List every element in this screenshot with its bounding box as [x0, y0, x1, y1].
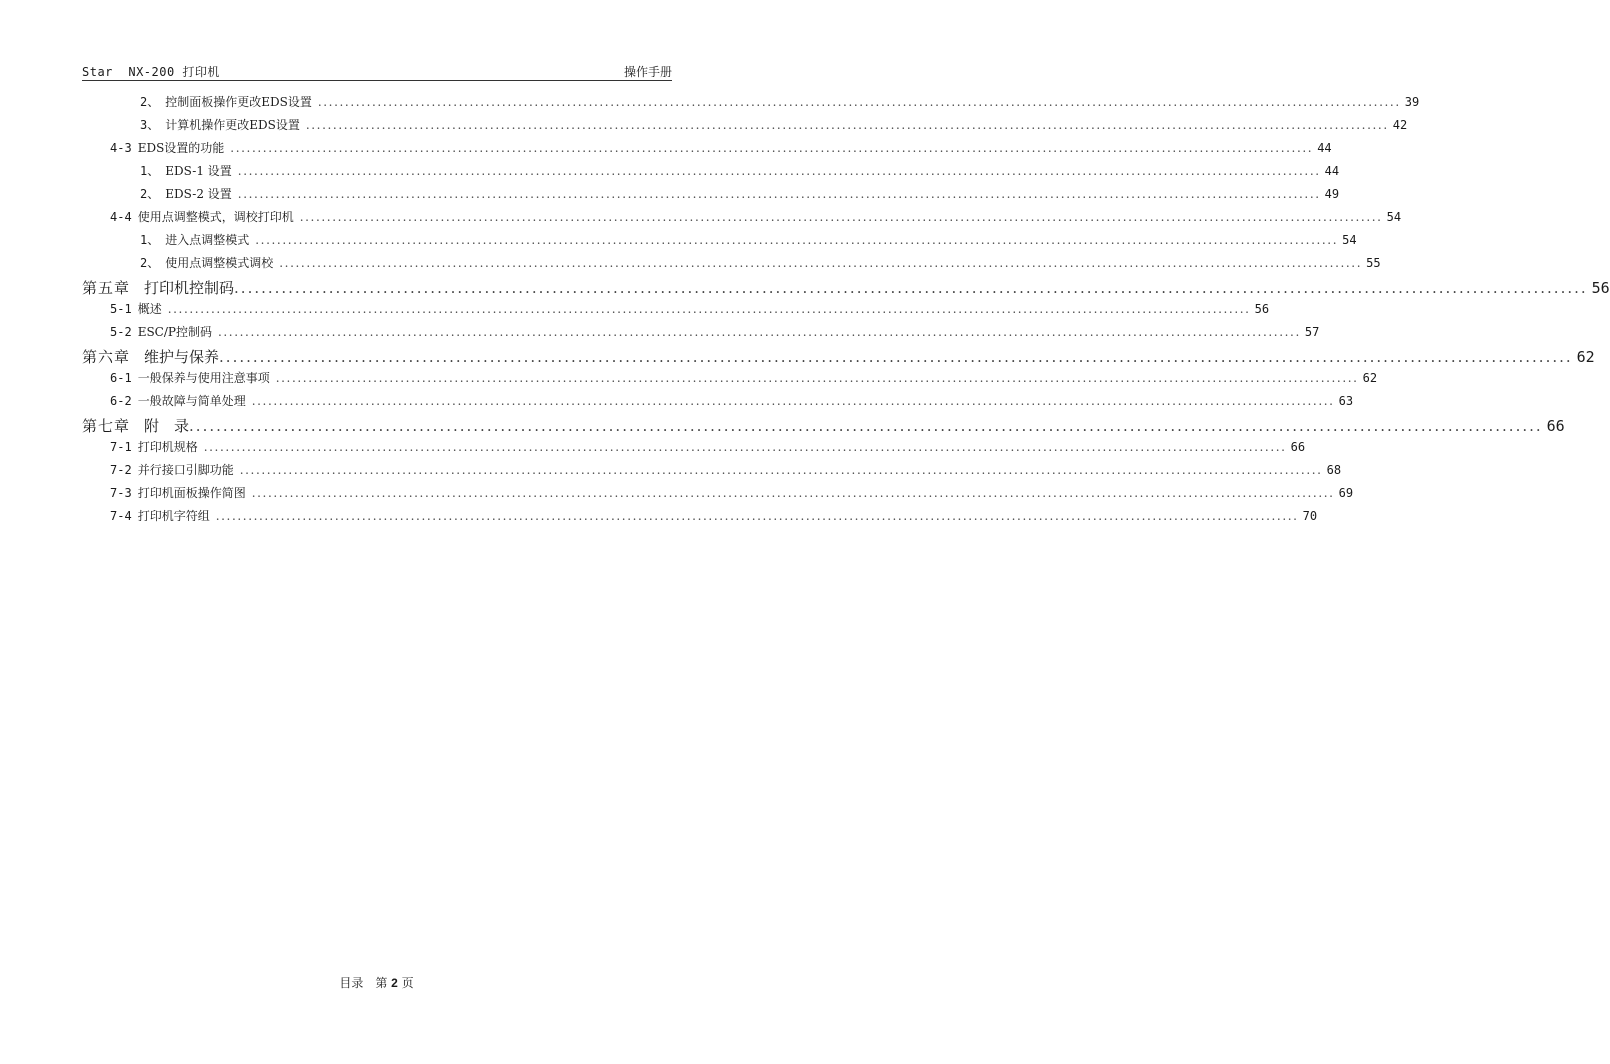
footer-prefix: 目录 第	[339, 976, 388, 990]
toc-entry-number: 6-1	[110, 371, 132, 385]
toc-chapter-row[interactable]	[82, 346, 1595, 369]
toc-entry-title: 一般故障与简单处理	[137, 394, 246, 408]
toc-entry-page: 44	[1324, 164, 1340, 178]
toc-entry-title: 一般保养与使用注意事项	[137, 371, 270, 385]
toc-entry-number: 第五章	[82, 279, 131, 297]
table-of-contents	[82, 93, 1610, 530]
toc-entry-title: 计算机操作更改EDS设置	[165, 118, 300, 132]
toc-entry-row[interactable]	[82, 300, 1270, 323]
toc-entry-page: 57	[1304, 325, 1320, 339]
toc-entry-row[interactable]	[82, 507, 1318, 530]
toc-entry-number: 4-3	[110, 141, 132, 155]
page-footer	[0, 974, 753, 991]
toc-chapter-row[interactable]	[82, 415, 1565, 438]
toc-entry-page: 39	[1404, 95, 1420, 109]
toc-entry-page: 69	[1338, 486, 1354, 500]
toc-entry-row[interactable]	[82, 323, 1320, 346]
toc-entry-title: 并行接口引脚功能	[137, 463, 234, 477]
dot-leader: ........................................................................................................................................................................................................	[167, 302, 1251, 316]
dot-leader: ........................................................................................................................................................................................................	[237, 187, 1321, 201]
footer-suffix: 页	[401, 976, 414, 990]
toc-entry-title: 使用点调整模式调校	[165, 256, 274, 270]
dot-leader: ........................................................................................................................................................................................................	[275, 371, 1359, 385]
toc-entry-page: 56	[1254, 302, 1270, 316]
toc-entry-title: 打印机字符组	[137, 509, 210, 523]
toc-entry-page: 54	[1386, 210, 1402, 224]
toc-entry-row[interactable]	[82, 93, 1420, 116]
toc-entry-page: 55	[1366, 256, 1381, 270]
dot-leader: ........................................................................................................................................................................................................	[279, 256, 1363, 270]
toc-entry-title: EDS-2 设置	[165, 187, 232, 201]
toc-entry-title: EDS-1 设置	[165, 164, 232, 178]
toc-entry-number: 6-2	[110, 394, 132, 408]
toc-entry-row[interactable]	[82, 461, 1342, 484]
toc-entry-title: 附 录	[144, 417, 190, 435]
toc-entry-row[interactable]	[82, 185, 1340, 208]
dot-leader: ........................................................................................................................................................................................................	[255, 233, 1339, 247]
toc-entry-number: 7-2	[110, 463, 132, 477]
toc-entry-number: 1、	[140, 233, 160, 247]
toc-entry-row[interactable]	[82, 484, 1354, 507]
toc-entry-page: 66	[1290, 440, 1306, 454]
toc-entry-title: 概述	[137, 302, 162, 316]
dot-leader: ........................................................................................................................................................................................................	[239, 463, 1323, 477]
toc-entry-title: 维护与保养	[144, 348, 220, 366]
header-title: Star NX-200 打印机	[82, 65, 220, 79]
toc-entry-page: 62	[1576, 348, 1595, 366]
toc-entry-title: 打印机面板操作简图	[137, 486, 246, 500]
toc-entry-number: 7-1	[110, 440, 132, 454]
toc-entry-page: 68	[1326, 463, 1342, 477]
toc-entry-row[interactable]	[82, 208, 1402, 231]
toc-entry-number: 2、	[140, 256, 160, 270]
dot-leader: ........................................................................................................................................................................................................	[251, 486, 1335, 500]
toc-entry-row[interactable]	[82, 116, 1408, 139]
page-header	[82, 60, 672, 81]
toc-entry-title: 使用点调整模式，调校打印机	[137, 210, 294, 224]
toc-entry-page: 70	[1302, 509, 1318, 523]
toc-entry-number: 7-3	[110, 486, 132, 500]
dot-leader: ........................................................................................................................................................................................................	[251, 394, 1335, 408]
toc-entry-row[interactable]	[82, 139, 1332, 162]
toc-entry-page: 63	[1338, 394, 1354, 408]
toc-entry-number: 7-4	[110, 509, 132, 523]
dot-leader: ........................................................................................................................................................................................................	[217, 325, 1301, 339]
toc-entry-title: 打印机控制码	[144, 279, 235, 297]
footer-page-number: 2	[391, 976, 398, 990]
dot-leader: ........................................................................................................................................................................................................	[317, 95, 1401, 109]
toc-entry-row[interactable]	[82, 438, 1306, 461]
toc-entry-title: 进入点调整模式	[165, 233, 250, 247]
dot-leader: ........................................................................................................................................................................................................	[219, 348, 1573, 366]
dot-leader: ........................................................................................................................................................................................................	[234, 279, 1588, 297]
dot-leader: ........................................................................................................................................................................................................	[215, 509, 1299, 523]
dot-leader: ........................................................................................................................................................................................................	[203, 440, 1287, 454]
toc-entry-row[interactable]	[82, 392, 1354, 415]
toc-entry-page: 44	[1317, 141, 1332, 155]
toc-entry-page: 54	[1342, 233, 1357, 247]
dot-leader: ........................................................................................................................................................................................................	[305, 118, 1389, 132]
toc-entry-number: 3、	[140, 118, 160, 132]
toc-entry-number: 第七章	[82, 417, 131, 435]
toc-entry-number: 5-2	[110, 325, 132, 339]
toc-entry-number: 4-4	[110, 210, 132, 224]
toc-entry-page: 42	[1392, 118, 1408, 132]
toc-entry-row[interactable]	[82, 231, 1357, 254]
toc-entry-row[interactable]	[82, 369, 1378, 392]
toc-entry-page: 49	[1324, 187, 1340, 201]
dot-leader: ........................................................................................................................................................................................................	[230, 141, 1314, 155]
toc-entry-number: 2、	[140, 95, 160, 109]
toc-entry-title: ESC/P控制码	[137, 325, 212, 339]
toc-entry-title: 打印机规格	[137, 440, 198, 454]
toc-entry-page: 62	[1362, 371, 1378, 385]
dot-leader: ........................................................................................................................................................................................................	[237, 164, 1321, 178]
dot-leader: ........................................................................................................................................................................................................	[189, 417, 1543, 435]
dot-leader: ........................................................................................................................................................................................................	[299, 210, 1383, 224]
toc-entry-row[interactable]	[82, 162, 1340, 185]
toc-entry-title: EDS设置的功能	[137, 141, 225, 155]
toc-entry-page: 66	[1546, 417, 1565, 435]
toc-entry-page: 56	[1591, 279, 1610, 297]
toc-chapter-row[interactable]	[82, 277, 1610, 300]
toc-entry-title: 控制面板操作更改EDS设置	[165, 95, 312, 109]
toc-entry-number: 第六章	[82, 348, 131, 366]
header-manual-label: 操作手册	[623, 65, 672, 79]
toc-entry-number: 1、	[140, 164, 160, 178]
toc-entry-row[interactable]	[82, 254, 1381, 277]
toc-entry-number: 5-1	[110, 302, 132, 316]
toc-entry-number: 2、	[140, 187, 160, 201]
